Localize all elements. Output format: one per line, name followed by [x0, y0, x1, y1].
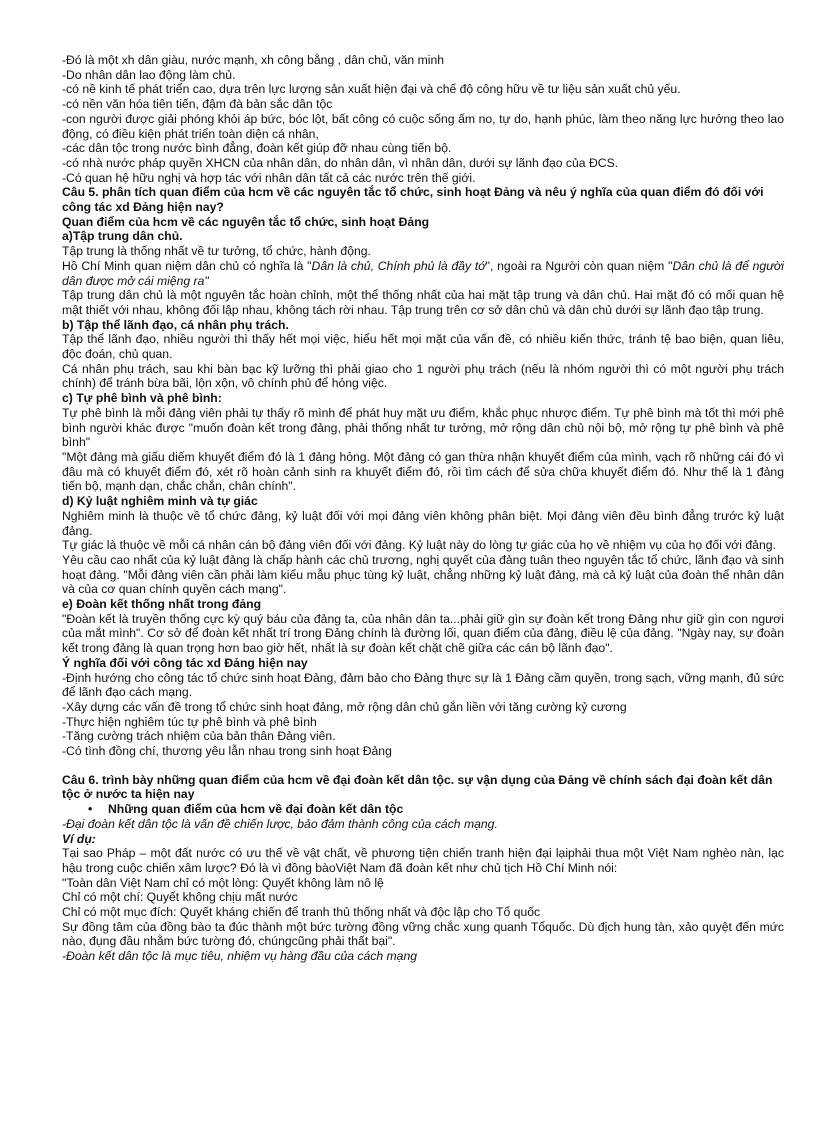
paragraph: -các dân tộc trong nước bình đẳng, đoàn kết giúp đỡ nhau cùng tiến bộ.	[62, 141, 452, 156]
italic-quote: Dân là chủ, Chính phủ là đầy tớ	[311, 258, 486, 273]
paragraph: Nghiêm minh là thuộc về tổ chức đảng, kỷ luật đối với mọi đảng viên không phân biệt. Mọi đảng viên đều bình đẳng trước kỷ luật đảng.	[62, 508, 784, 538]
italic-quote: Dân chủ là để người dân được mở cái miệng ra"	[62, 258, 784, 288]
paragraph: -Do nhân dân lao động làm chủ.	[62, 67, 236, 82]
question-5-title: Câu 5. phân tích quan điểm của hcm về các nguyên tắc tổ chức, sinh hoạt Đảng và nêu ý nghĩa của quan điểm đó đối với công tác xd Đảng hiện nay?	[62, 185, 764, 215]
paragraph: "Đoàn kết là truyền thống cực kỳ quý báu của đảng ta, của nhân dân ta...phải giữ gìn sự đoàn kết trong Đảng như giữ gìn con ngươi của mắt mình". Cơ sở để đoàn kết nhất trí trong Đảng chính là đường lối, quan điểm của đảng, điều lệ của đảng. "Ngày nay, sự đoàn kết trong đảng là quan trọng hơn bao giờ hết, nhất là sự đoàn kết chặt chẽ giữa các cán bộ lãnh đạo".	[62, 611, 784, 656]
paragraph: -Tăng cường trách nhiệm của bản thân Đảng viên.	[62, 729, 336, 744]
example-label: Ví dụ:	[62, 831, 96, 846]
paragraph: -Có tình đồng chí, thương yêu lẫn nhau trong sinh hoạt Đảng	[62, 744, 392, 759]
section-subtitle: Quan điểm của hcm về các nguyên tắc tổ chức, sinh hoạt Đảng	[62, 214, 430, 229]
paragraph: Tập trung dân chủ là một nguyên tắc hoàn chỉnh, một thể thống nhất của hai mặt tập trung và dân chủ. Hai mặt đó có mối quan hệ mật thiết với nhau, không đối lập nhau, không tách rời nhau. Tập trung trên cơ sở dân chủ và dân chủ dưới sự lãnh đạo tập trung.	[62, 288, 784, 317]
paragraph: -Xây dựng các vấn đề trong tổ chức sinh hoạt đảng, mở rộng dân chủ gắn liền với tăng cường kỷ cương	[62, 699, 627, 714]
paragraph: Tại sao Pháp – một đất nước có ưu thế về vật chất, về phương tiện chiến tranh hiện đại lạiphải thua một Việt Nam nghèo nàn, lạc hậu trong cuộc chiến xâm lược? Đó là vì đồng bàoViệt Nam đã đoàn kết như chủ tịch Hồ Chí Minh nói:	[62, 846, 784, 875]
section-heading-d: d) Kỷ luật nghiêm minh và tự giác	[62, 494, 258, 509]
text-run: ", ngoài ra Người còn quan niệm "	[485, 258, 673, 273]
paragraph: Tập thể lãnh đạo, nhiều người thì thấy hết mọi việc, hiểu hết mọi mặt của vấn đề, có nhiều kiến thức, tránh tệ bao biện, quan liêu, độc đoán, chủ quan.	[62, 332, 784, 362]
paragraph-italic: -Đại đoàn kết dân tộc là vấn đề chiến lược, bảo đảm thành công của cách mạng.	[62, 816, 498, 831]
paragraph: "Một đảng mà giấu diếm khuyết điểm đó là 1 đảng hỏng. Một đảng có gan thừa nhận khuyết điểm của mình, vạch rõ những cái đó vì đâu mà có khuyết điểm đó, xét rõ hoàn cảnh sinh ra khuyết điểm đó, rồi tìm cách để sửa chữa khuyết điểm đó. Như thế là 1 đảng tiến bộ, mạnh dạn, chắc chắn, chân chính".	[62, 449, 784, 494]
paragraph-italic: -Đoàn kết dân tộc là mục tiêu, nhiệm vụ hàng đầu của cách mạng	[62, 949, 418, 964]
section-heading-b: b) Tập thể lãnh đạo, cá nhân phụ trách.	[62, 317, 289, 332]
bullet-text: Những quan điểm của hcm về đại đoàn kết dân tộc	[108, 802, 404, 817]
paragraph: Sự đồng tâm của đồng bào ta đúc thành một bức tường đồng vững chắc xung quanh Tổquốc. Dù địch hung tàn, xảo quyệt đến mức nào, đụng đầu nhằm bức tường đó, chúngcũng phải thất bại".	[62, 919, 784, 949]
paragraph: -Định hướng cho công tác tổ chức sinh hoạt Đảng, đảm bảo cho Đảng thực sự là 1 Đảng cầm quyền, trong sạch, vững mạnh, đủ sức để lãnh đạo cách mạng.	[62, 670, 784, 700]
paragraph: "Toàn dân Việt Nam chỉ có một lòng: Quyết không làm nô lệ	[62, 875, 384, 890]
section-heading-c: c) Tự phê bình và phê bình:	[62, 391, 222, 406]
section-heading-e: e) Đoàn kết thống nhất trong đảng	[62, 597, 262, 612]
paragraph: -Đó là một xh dân giàu, nước mạnh, xh công bằng , dân chủ, văn minh	[62, 53, 444, 67]
paragraph: Chỉ có một mục đích: Quyết kháng chiến để tranh thủ thống nhất và độc lập cho Tổ quốc	[62, 905, 541, 920]
bullet-item	[62, 802, 784, 817]
paragraph: -Có quan hệ hữu nghị và hợp tác với nhân dân tất cả các nước trên thế giới.	[62, 170, 476, 185]
paragraph: Tập trung là thống nhất về tư tưởng, tổ chức, hành động.	[62, 244, 371, 259]
paragraph: Yêu cầu cao nhất của kỷ luật đảng là chấp hành các chủ trương, nghị quyết của đảng tuân theo nguyên tắc tổ chức, lãnh đạo và sinh hoạt đảng. "Mỗi đảng viên cần phải làm kiểu mẫu phục tùng kỷ luật, chẳng những kỷ luật đảng, mà cả kỷ luật của đoàn thể nhân dân và của cơ quan chính quyền cách mạng".	[62, 552, 784, 597]
bullet-icon: •	[88, 802, 93, 817]
paragraph: -con người được giải phóng khỏi áp bức, bóc lột, bất công có cuộc sống ấm no, tự do, hạnh phúc, làm theo năng lực hưởng theo lao động, có điều kiện phát triển toàn diện cá nhân,	[62, 111, 784, 141]
spacer	[62, 759, 784, 773]
paragraph: -Thực hiện nghiêm túc tự phê bình và phê bình	[62, 714, 317, 729]
paragraph: -có nhà nước pháp quyền XHCN của nhân dân, do nhân dân, vì nhân dân, dưới sự lãnh đạo của ĐCS.	[62, 155, 619, 170]
paragraph: -có nề kinh tế phát triển cao, dựa trên lực lượng sản xuất hiện đại và chế độ công hữu về tư liệu sản xuất chủ yếu.	[62, 82, 681, 97]
section-heading-significance: Ý nghĩa đối với công tác xd Đảng hiện nay	[62, 655, 308, 670]
paragraph: Chỉ có một chí: Quyết không chịu mất nước	[62, 890, 298, 905]
section-heading-a: a)Tập trung dân chủ.	[62, 229, 183, 244]
paragraph: Tự phê bình là mỗi đảng viên phải tự thấy rõ mình để phát huy mặt ưu điểm, khắc phục nhược điểm. Tự phê bình mà tốt thì mới phê bình người khác được "muốn đoàn kết trong đảng, phải thống nhất tư tưởng, mở rộng dân chủ nội bộ, mở rộng tự phê bình và phê bình"	[62, 405, 784, 450]
paragraph: -có nền văn hóa tiên tiến, đậm đà bản sắc dân tộc	[62, 97, 333, 112]
paragraph-quote	[62, 259, 784, 288]
document-page	[62, 53, 784, 964]
paragraph: Cá nhân phụ trách, sau khi bàn bạc kỹ lưỡng thì phải giao cho 1 người phụ trách (nếu là nhóm người thì có một người phụ trách chính) để tránh bừa bãi, lộn xộn, vô chính phủ để hỏng việc.	[62, 361, 784, 391]
text-run: Hồ Chí Minh quan niệm dân chủ có nghĩa là "	[62, 258, 312, 273]
paragraph: Tự giác là thuộc về mỗi cá nhân cán bộ đảng viên đối với đảng. Kỷ luật này do lòng tự giác của họ về nhiệm vụ của họ đối với đảng.	[62, 538, 776, 553]
question-6-title: Câu 6. trình bày những quan điểm của hcm về đại đoàn kết dân tộc. sự vận dụng của Đảng về chính sách đại đoàn kết dân tộc ở nước ta hiện nay	[62, 772, 773, 802]
